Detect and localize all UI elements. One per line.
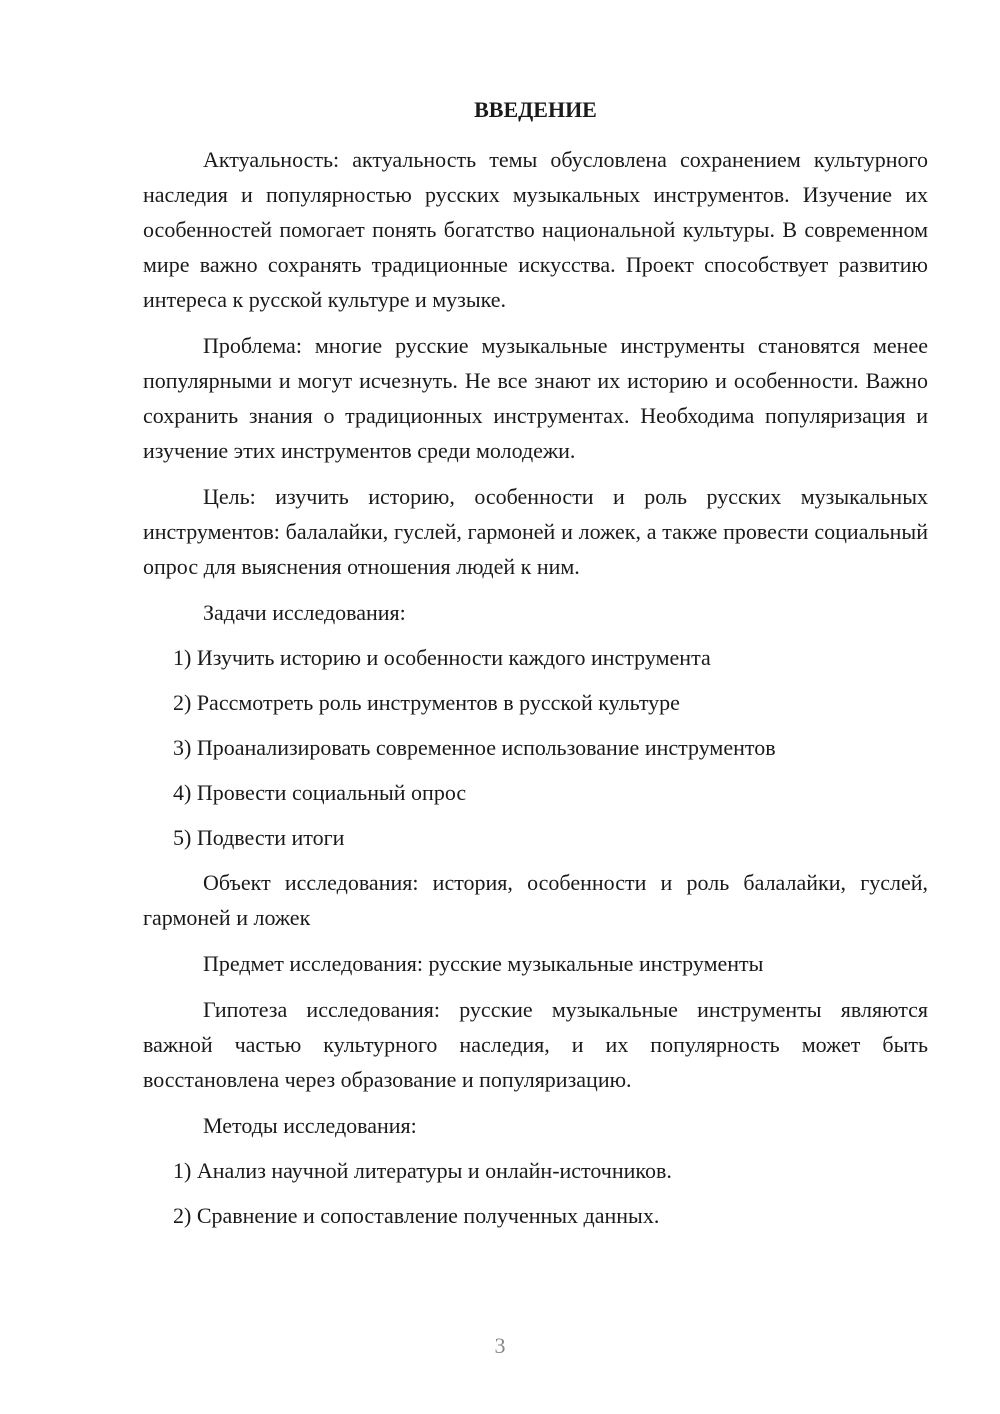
subject-paragraph: Предмет исследования: русские музыкальные инструменты <box>203 951 764 976</box>
list-item: 2) Рассмотреть роль инструментов в русской культуре <box>173 690 680 715</box>
problem-paragraph: Проблема: многие русские музыкальные инструменты становятся менее популярными и могут исчезнуть. Не все знают их историю и особенности. Важно сохранить знания о традиционных инструментах. Необходима популяризация и изучение этих инструментов среди молодежи. <box>143 333 928 463</box>
list-item: 3) Проанализировать современное использование инструментов <box>173 735 776 760</box>
goal-paragraph: Цель: изучить историю, особенности и роль русских музыкальных инструментов: балалайки, гуслей, гармоней и ложек, а также провести социальный опрос для выяснения отношения людей к ним. <box>143 484 928 579</box>
list-item: 4) Провести социальный опрос <box>173 780 467 805</box>
tasks-heading: Задачи исследования: <box>203 600 406 625</box>
list-item: 5) Подвести итоги <box>173 825 345 850</box>
document-page <box>143 92 928 1243</box>
tasks-list <box>143 640 928 855</box>
methods-heading: Методы исследования: <box>203 1113 417 1138</box>
section-title: ВВЕДЕНИЕ <box>474 97 597 122</box>
object-paragraph: Объект исследования: история, особенности и роль балалайки, гуслей, гармоней и ложек <box>143 870 928 930</box>
relevance-paragraph: Актуальность: актуальность темы обусловлена сохранением культурного наследия и популярностью русских музыкальных инструментов. Изучение их особенностей помогает понять богатство национальной культуры. В современном мире важно сохранять традиционные искусства. Проект способствует развитию интереса к русской культуре и музыке. <box>143 147 928 312</box>
methods-list <box>143 1153 928 1233</box>
list-item: 1) Изучить историю и особенности каждого инструмента <box>173 645 711 670</box>
list-item: 1) Анализ научной литературы и онлайн-источников. <box>173 1158 672 1183</box>
page-number: 3 <box>494 1333 506 1358</box>
list-item: 2) Сравнение и сопоставление полученных данных. <box>173 1203 660 1228</box>
hypothesis-paragraph: Гипотеза исследования: русские музыкальные инструменты являются важной частью культурного наследия, и их популярность может быть восстановлена через образование и популяризацию. <box>143 997 928 1092</box>
